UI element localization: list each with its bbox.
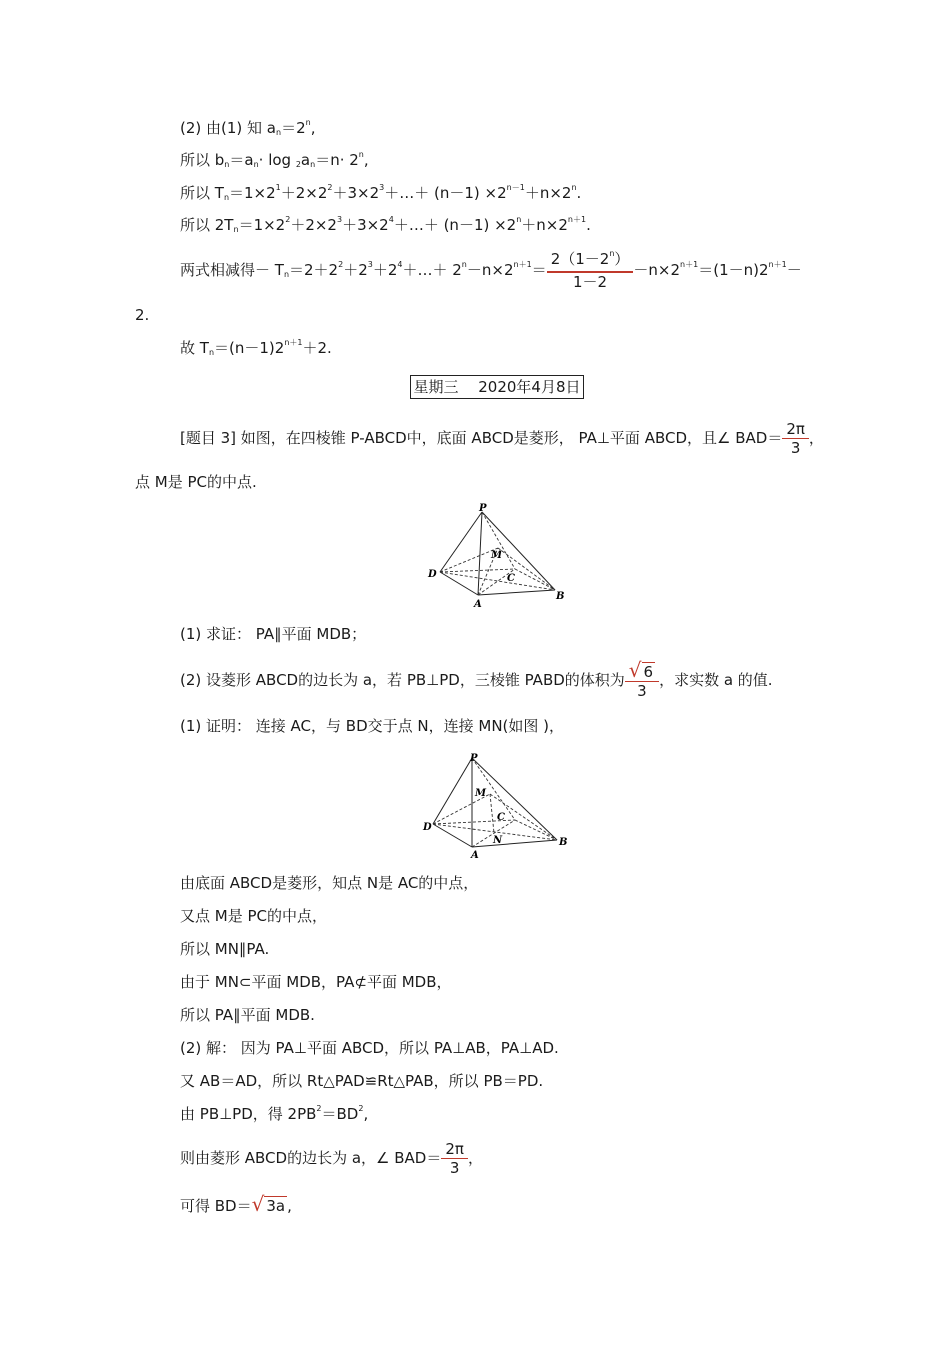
label-M: M bbox=[491, 550, 503, 561]
superscript: 3 bbox=[379, 183, 385, 192]
solution-line-5: 由于 MN⊂平面 MDB，PA⊄平面 MDB， bbox=[180, 973, 452, 991]
text: ＋2 bbox=[372, 261, 398, 279]
label-A: A bbox=[474, 599, 482, 610]
text: ＝1×2 bbox=[229, 184, 276, 202]
subscript: n bbox=[276, 128, 282, 137]
subscript: 2 bbox=[295, 160, 301, 169]
superscript: 3 bbox=[336, 215, 343, 224]
text: , bbox=[310, 119, 316, 137]
superscript: n＋1 bbox=[768, 260, 787, 269]
label-P: P bbox=[470, 753, 478, 764]
fraction bbox=[441, 1140, 468, 1177]
label-B: B bbox=[556, 591, 565, 602]
solution-line-6: 所以 PA∥平面 MDB. bbox=[180, 1006, 315, 1024]
label-C: C bbox=[497, 812, 505, 823]
text: (2) 设菱形 ABCD的边长为 a，若 PB⊥PD，三棱锥 PABD的体积为 bbox=[180, 671, 625, 689]
fraction-numerator: 2π bbox=[786, 419, 805, 438]
fraction-numerator bbox=[547, 250, 634, 271]
label-N: N bbox=[493, 835, 503, 846]
solution-line-4: 所以 MN∥PA. bbox=[180, 940, 270, 958]
radical-icon: √ bbox=[251, 1192, 265, 1216]
superscript: 1 bbox=[275, 183, 281, 192]
superscript: 4 bbox=[397, 260, 403, 269]
solution-line-10 bbox=[180, 1138, 483, 1178]
superscript: 2 bbox=[316, 1104, 322, 1113]
fraction-denominator: 3 bbox=[790, 439, 801, 458]
solution-line-11 bbox=[180, 1194, 292, 1216]
superscript: 2 bbox=[327, 183, 333, 192]
fraction bbox=[782, 420, 809, 457]
text: ＝1×2 bbox=[238, 216, 286, 234]
label-D: D bbox=[423, 822, 432, 833]
text: . bbox=[586, 216, 591, 234]
solution-line-2: 由底面 ABCD是菱形，知点 N是 AC的中点， bbox=[180, 874, 479, 892]
subscript: n bbox=[223, 193, 230, 202]
label-D: D bbox=[428, 569, 437, 580]
line-7 bbox=[180, 338, 332, 361]
text: 所以 b bbox=[180, 151, 225, 169]
text: ＝(n－1)2 bbox=[214, 339, 285, 357]
line-6: 2. bbox=[135, 306, 150, 324]
part-1-prompt: (1) 求证： PA∥平面 MDB； bbox=[180, 625, 367, 643]
date-box: 星期三 2020年4月8日 bbox=[410, 375, 584, 399]
text: ＋…＋ 2 bbox=[402, 261, 462, 279]
text: ＋2. bbox=[302, 339, 332, 357]
superscript: n bbox=[305, 118, 311, 127]
superscript: n bbox=[461, 260, 467, 269]
solution-line-3: 又点 M是 PC的中点， bbox=[180, 907, 327, 925]
text: ＝BD bbox=[321, 1105, 359, 1123]
superscript: n＋1 bbox=[680, 260, 699, 269]
radicand: 3a bbox=[266, 1197, 286, 1215]
text: ， bbox=[808, 429, 824, 447]
superscript: n bbox=[516, 215, 522, 224]
text: . bbox=[576, 184, 582, 202]
text: 则由菱形 ABCD的边长为 a，∠ BAD＝ bbox=[180, 1149, 442, 1167]
superscript: n－1 bbox=[506, 183, 525, 192]
line-5 bbox=[180, 250, 802, 293]
text: ，求实数 a 的值. bbox=[659, 671, 773, 689]
superscript: 2 bbox=[338, 260, 344, 269]
text: ＋2×2 bbox=[280, 184, 328, 202]
superscript: 2 bbox=[358, 1104, 364, 1113]
text: ＝2 bbox=[281, 119, 306, 137]
label-B: B bbox=[559, 837, 568, 848]
label-A: A bbox=[471, 850, 479, 860]
solution-line-1: (1) 证明： 连接 AC，与 BD交于点 N，连接 MN(如图 )， bbox=[180, 717, 565, 735]
line-2 bbox=[180, 150, 369, 173]
fraction bbox=[547, 250, 634, 290]
text: ＋n×2 bbox=[524, 184, 572, 202]
fraction-denominator: 1－2 bbox=[573, 272, 608, 291]
text: ＋…＋ (n－1) ×2 bbox=[393, 216, 517, 234]
text: (2) 由(1) 知 a bbox=[180, 119, 276, 137]
line-4 bbox=[180, 215, 591, 238]
subscript: n bbox=[253, 160, 259, 169]
superscript: n bbox=[571, 183, 577, 192]
superscript: n＋1 bbox=[567, 215, 587, 224]
radicand: 6 bbox=[643, 662, 654, 681]
question-line-2: 点 M是 PC的中点. bbox=[135, 473, 257, 491]
text: ＋n×2 bbox=[521, 216, 568, 234]
text: ， bbox=[467, 1149, 483, 1167]
subscript: n bbox=[233, 225, 239, 234]
solution-line-7: (2) 解： 因为 PA⊥平面 ABCD，所以 PA⊥AB，PA⊥AD. bbox=[180, 1039, 559, 1057]
text: － bbox=[786, 261, 802, 279]
text: , bbox=[363, 1105, 369, 1123]
superscript: n bbox=[358, 150, 364, 159]
fraction-denominator: 3 bbox=[637, 682, 647, 701]
text: 所以 T bbox=[180, 184, 224, 202]
fraction bbox=[625, 657, 659, 701]
subscript: n bbox=[208, 348, 215, 357]
pyramid-figure-1 bbox=[425, 502, 575, 612]
question-line-1 bbox=[180, 418, 824, 458]
text: ＋2×2 bbox=[290, 216, 337, 234]
sqrt bbox=[252, 1194, 288, 1216]
text: 故 T bbox=[180, 339, 209, 357]
text: 2（1－2 bbox=[550, 250, 610, 269]
text: [题目 3] 如图，在四棱锥 P-ABCD中，底面 ABCD是菱形， PA⊥平面 ABCD，且∠ BAD＝ bbox=[180, 429, 783, 447]
subscript: n bbox=[310, 160, 316, 169]
text: 由 PB⊥PD，得 2PB bbox=[180, 1105, 317, 1123]
fraction-numerator: 2π bbox=[445, 1139, 464, 1158]
text: , bbox=[363, 151, 369, 169]
text: ＋2 bbox=[343, 261, 368, 279]
text: ＋3×2 bbox=[342, 216, 389, 234]
superscript: 4 bbox=[388, 215, 394, 224]
text: ＝n· 2 bbox=[315, 151, 359, 169]
text: 两式相减得－ T bbox=[180, 261, 284, 279]
part-2-prompt bbox=[180, 657, 773, 701]
text: ＝(1－n)2 bbox=[698, 261, 769, 279]
text: ＝ bbox=[531, 261, 547, 279]
text: ＝2＋2 bbox=[289, 261, 339, 279]
text: －n×2 bbox=[633, 261, 681, 279]
superscript: n＋1 bbox=[284, 338, 303, 347]
text: 可得 BD＝ bbox=[180, 1197, 252, 1215]
text: 所以 2T bbox=[180, 216, 234, 234]
line-1 bbox=[180, 118, 315, 141]
label-C: C bbox=[507, 573, 515, 584]
subscript: n bbox=[283, 270, 290, 279]
fraction-denominator: 3 bbox=[449, 1159, 460, 1178]
text: , bbox=[287, 1197, 292, 1215]
radical-icon: √ bbox=[628, 657, 642, 682]
sqrt bbox=[628, 657, 655, 682]
pyramid-figure-2 bbox=[420, 750, 575, 860]
text: ） bbox=[614, 250, 630, 269]
superscript: n＋1 bbox=[513, 260, 532, 269]
subscript: n bbox=[224, 160, 230, 169]
text: · log bbox=[258, 151, 296, 169]
line-3 bbox=[180, 183, 581, 206]
fraction-numerator bbox=[625, 657, 659, 682]
solution-line-9 bbox=[180, 1104, 368, 1127]
label-P: P bbox=[479, 503, 487, 514]
text: a bbox=[300, 151, 311, 169]
text: －n×2 bbox=[466, 261, 514, 279]
text: ＋3×2 bbox=[332, 184, 380, 202]
solution-line-8: 又 AB＝AD，所以 Rt△PAD≌Rt△PAB，所以 PB＝PD. bbox=[180, 1072, 544, 1090]
superscript: 2 bbox=[285, 215, 291, 224]
label-M: M bbox=[475, 788, 487, 799]
superscript: 3 bbox=[367, 260, 373, 269]
superscript: n bbox=[609, 249, 615, 259]
text: ＋…＋ (n－1) ×2 bbox=[384, 184, 507, 202]
text: ＝a bbox=[229, 151, 254, 169]
